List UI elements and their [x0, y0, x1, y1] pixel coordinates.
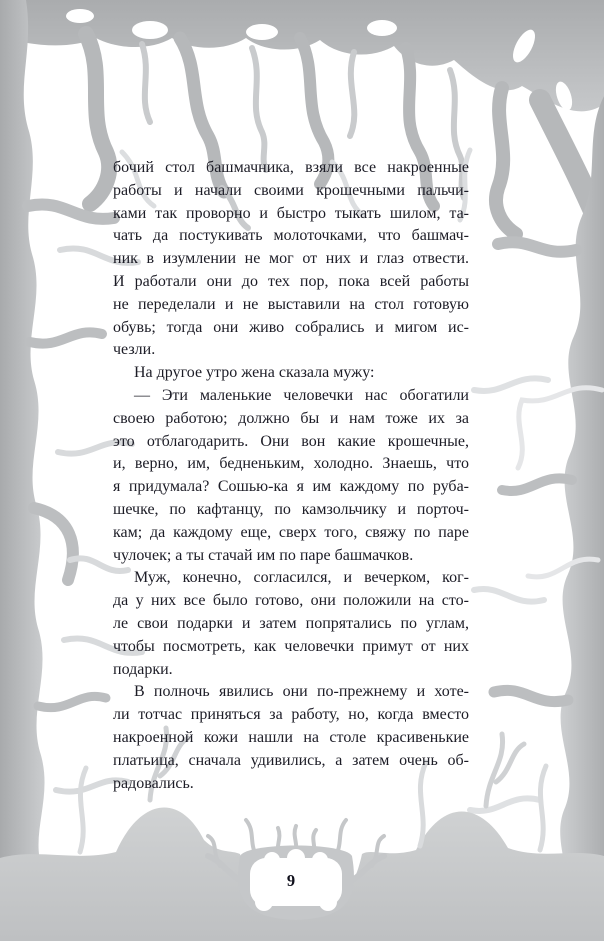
text-line: подарки. — [113, 660, 173, 678]
text-line: я придумала? Сошью-ка я им каждому по руба- — [113, 478, 469, 496]
paragraph — [113, 362, 469, 385]
text-line: работы и начали своими крошечными пальчи- — [113, 181, 469, 199]
text-line: это отблагодарить. Они вон какие крошечные, — [113, 432, 469, 450]
paragraph — [113, 385, 469, 567]
text-line: чулочек; а ты стачай им по паре башмачков. — [113, 546, 414, 564]
left-trunk-branch — [0, 0, 45, 941]
text-line: ли тотчас приняться за работу, но, когда вместо — [113, 706, 469, 724]
paragraph — [113, 157, 469, 362]
text-line: накроенной кожи нашли на столе красивенькие — [113, 728, 469, 746]
text-line: ник в изумлении не мог от них и глаз отвести. — [113, 250, 469, 268]
text-line: обувь; тогда они живо собрались и мигом ис- — [113, 318, 469, 336]
text-line: — Эти маленькие человечки нас обогатили — [134, 386, 469, 404]
text-line: и, верно, им, бедненьким, холодно. Знаешь, что — [113, 455, 469, 473]
text-block — [113, 157, 469, 795]
text-line: ками так проворно и быстро тыкать шилом, та- — [113, 204, 469, 222]
text-line: чтобы посмотреть, как человечки примут от них — [113, 637, 469, 655]
text-line: радовались. — [113, 774, 194, 792]
text-line: чать да постукивать молоточками, что башмач- — [113, 227, 469, 245]
paragraph — [113, 681, 469, 795]
page-number: 9 — [286, 871, 296, 890]
paragraph — [113, 567, 469, 681]
text-line: Муж, конечно, согласился, и вечерком, ког- — [134, 569, 469, 587]
text-line: И работали они до тех пор, пока всей работы — [113, 272, 469, 290]
text-line: На другое утро жена сказала мужу: — [134, 364, 375, 382]
text-line: не переделали и не выставили на стол готовую — [113, 295, 469, 313]
text-line: платьица, сначала удивились, а затем очень об- — [113, 751, 469, 769]
text-line: бочий стол башмачника, взяли все накроенные — [113, 159, 469, 176]
text-line: своею работою; должно бы и нам тоже их за — [113, 409, 469, 427]
text-line: да у них все было готово, они положили на сто- — [113, 592, 469, 610]
text-line: В полночь явились они по-прежнему и хоте- — [134, 683, 469, 701]
text-line: ле свои подарки и затем попрятались по углам, — [113, 614, 469, 632]
text-line: шечке, по кафтанцу, по камзольчику и порточ- — [113, 500, 469, 518]
text-line: кам; да каждому еще, сверх того, свяжу по паре — [113, 523, 469, 541]
text-line: чезли. — [113, 341, 156, 359]
right-trunk-branch — [560, 96, 604, 941]
